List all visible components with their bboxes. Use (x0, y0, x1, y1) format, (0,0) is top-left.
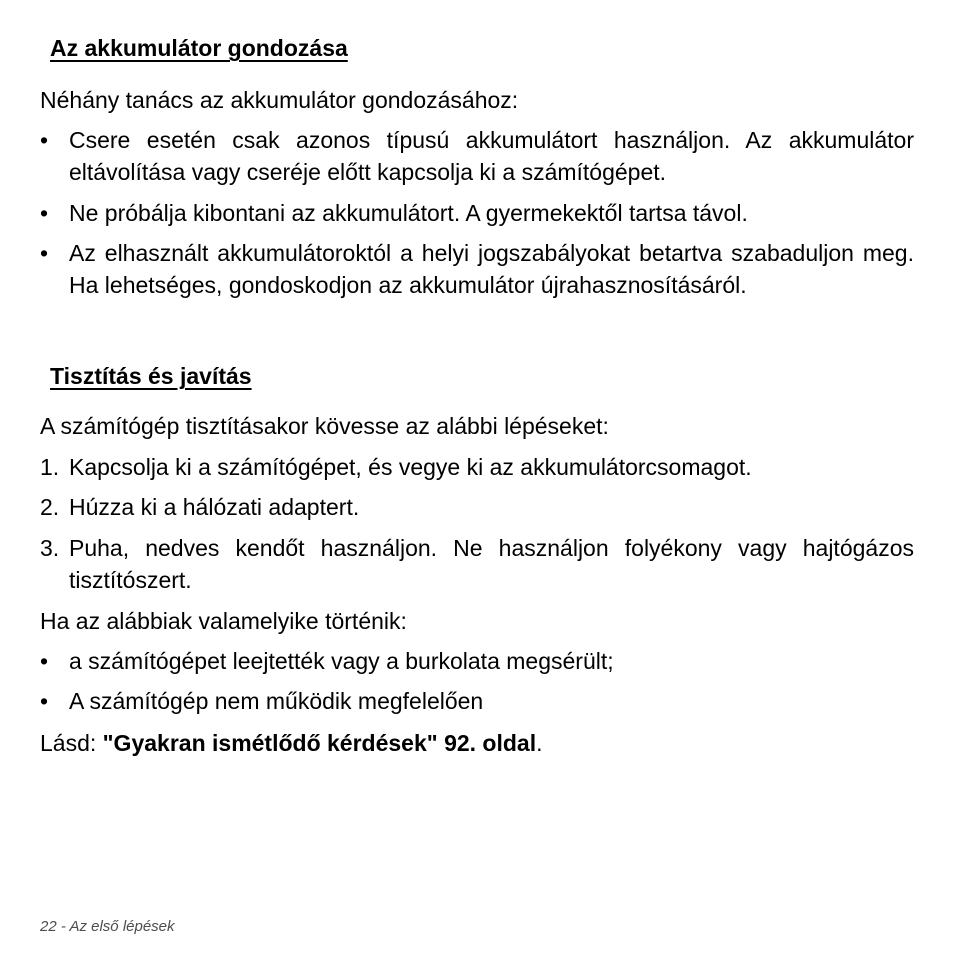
bullet-marker: • (40, 127, 49, 153)
bullet-marker: • (40, 648, 49, 674)
bullet-marker: • (40, 240, 49, 266)
condition-2: A számítógép nem működik megfelelően (69, 688, 484, 714)
list-item (40, 197, 914, 229)
list-item (40, 451, 914, 483)
battery-tip-2: Ne próbálja kibontani az akkumulátort. A gyermekektől tartsa távol. (69, 200, 748, 226)
step-number: 3. (40, 535, 60, 561)
battery-tip-1: Csere esetén csak azonos típusú akkumulátort használjon. Az akkumulátor eltávolítása vagy cseréje előtt kapcsolja ki a számítógépet. (69, 127, 914, 185)
see-suffix: . (536, 730, 543, 756)
step-number: 1. (40, 454, 60, 480)
list-item (40, 124, 914, 188)
list-item (40, 685, 914, 717)
list-item (40, 532, 914, 596)
list-item (40, 645, 914, 677)
see-prefix: Lásd: (40, 730, 103, 756)
section-title-cleaning: Tisztítás és javítás (50, 363, 252, 389)
list-item (40, 491, 914, 523)
step-number: 2. (40, 494, 60, 520)
bullet-marker: • (40, 200, 49, 226)
bullet-marker: • (40, 688, 49, 714)
section-title-battery-care: Az akkumulátor gondozása (50, 35, 348, 61)
battery-tip-3: Az elhasznált akkumulátoroktól a helyi jogszabályokat betartva szabaduljon meg. Ha lehetséges, gondoskodjon az akkumulátor újrahasznosításáról. (69, 240, 914, 298)
cleaning-step-1: Kapcsolja ki a számítógépet, és vegye ki az akkumulátorcsomagot. (69, 454, 752, 480)
cleaning-intro: A számítógép tisztításakor kövesse az alábbi lépéseket: (40, 413, 609, 439)
list-item (40, 237, 914, 301)
see-also (40, 727, 914, 759)
page-footer: 22 - Az első lépések (40, 918, 175, 935)
condition-1: a számítógépet leejtették vagy a burkolata megsérült; (69, 648, 614, 674)
document-page (40, 0, 914, 954)
faq-reference-link[interactable]: "Gyakran ismétlődő kérdések" 92. oldal (102, 730, 537, 756)
condition-intro: Ha az alábbiak valamelyike történik: (40, 608, 407, 634)
cleaning-step-3: Puha, nedves kendőt használjon. Ne használjon folyékony vagy hajtógázos tisztítószert. (69, 535, 914, 593)
cleaning-step-2: Húzza ki a hálózati adaptert. (69, 494, 360, 520)
battery-intro: Néhány tanács az akkumulátor gondozásához: (40, 87, 519, 113)
